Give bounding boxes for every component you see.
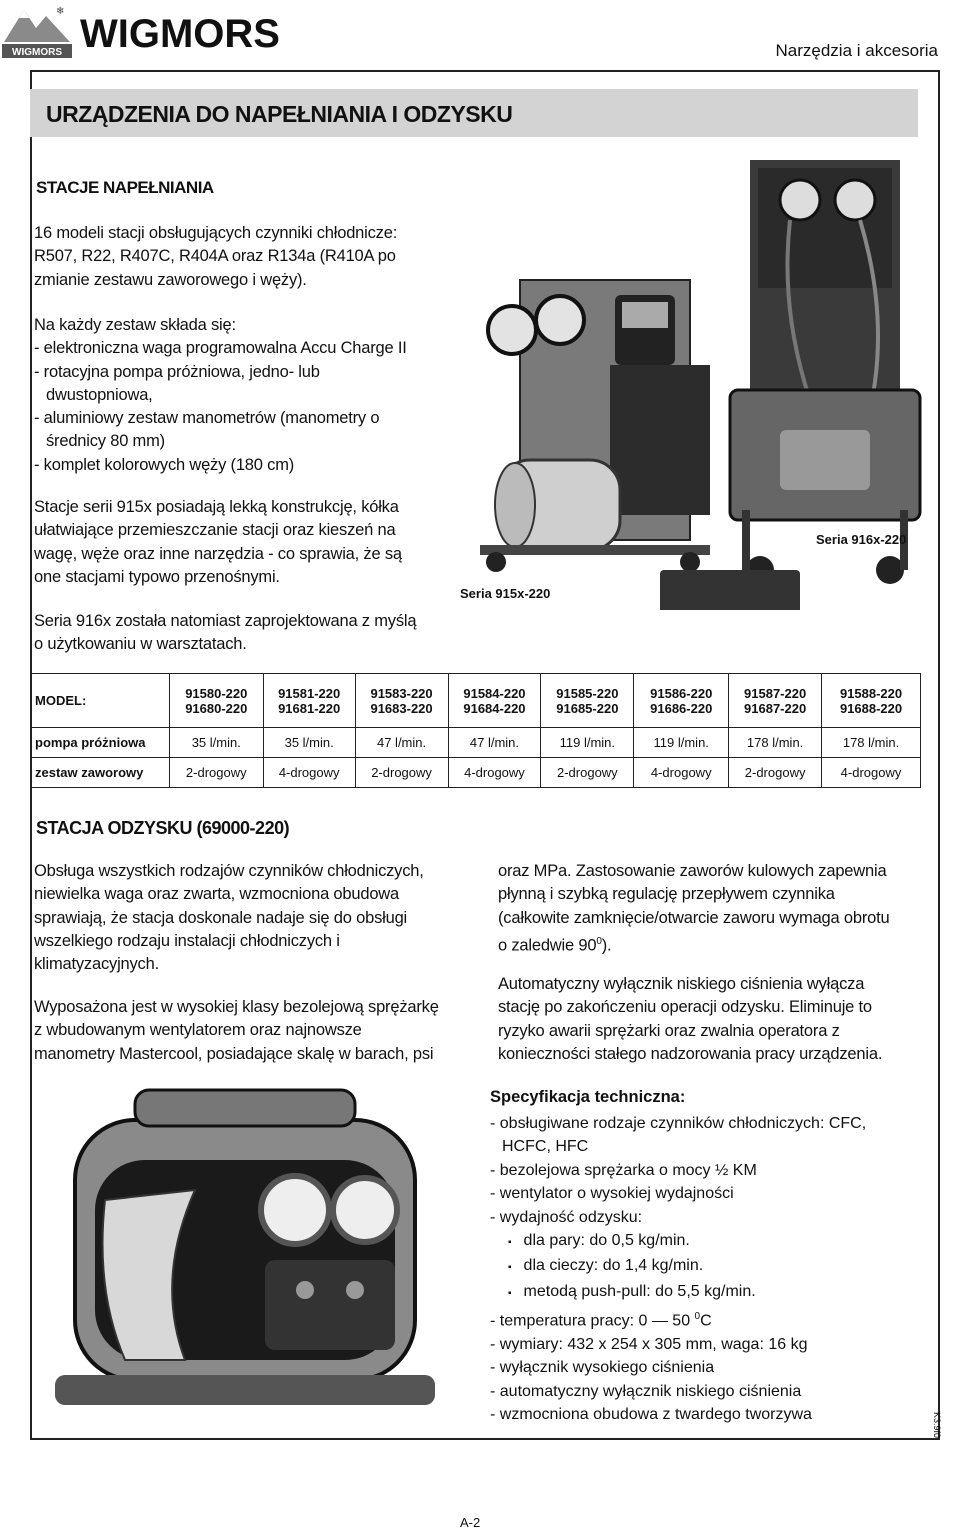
valve-cell: 4-drogowy — [822, 758, 921, 788]
text-line: stację po zakończeniu operacji odzysku. Eliminuje to — [498, 998, 872, 1017]
list-item: - rotacyjna pompa próżniowa, jedno- lub — [34, 362, 320, 381]
model-cell — [729, 674, 822, 728]
text-line: Wyposażona jest w wysokiej klasy bezolejową sprężarkę — [34, 998, 439, 1016]
text-line: one stacjami typowo przenośnymi. — [34, 567, 280, 586]
valve-cell: 4-drogowy — [448, 758, 541, 788]
caption-916: Seria 916x-220 — [816, 532, 907, 547]
company-logo — [2, 2, 72, 60]
recovery-left-p2 — [34, 996, 439, 1066]
list-item: - elektroniczna waga programowalna Accu Charge II — [34, 339, 407, 358]
filling-heading: STACJE NAPEŁNIANIA — [36, 178, 214, 197]
text-line: ułatwiające przemieszczanie stacji oraz kieszeń na — [34, 521, 396, 540]
text-line: Obsługa wszystkich rodzajów czynników chłodniczych, — [34, 862, 424, 880]
spec-item: - wzmocniona obudowa z twardego tworzywa — [490, 1406, 812, 1424]
text-fragment: - temperatura pracy: 0 — 50 — [490, 1312, 695, 1330]
model-cell — [634, 674, 729, 728]
spec-item: - wyłącznik wysokiego ciśnienia — [490, 1359, 715, 1377]
square-bullet-icon: ▪ — [508, 1237, 512, 1249]
page-number: A-2 — [460, 1515, 481, 1530]
model-cell — [263, 674, 355, 728]
valve-cell: 2-drogowy — [541, 758, 634, 788]
spec-item: - wymiary: 432 x 254 x 305 mm, waga: 16 kg — [490, 1335, 808, 1353]
text-line: manometry Mastercool, posiadające skalę w barach, psi — [34, 1044, 434, 1063]
section-title: Narzędzia i akcesoria — [775, 41, 938, 60]
filling-intro — [34, 222, 397, 292]
valve-cell: 2-drogowy — [169, 758, 263, 788]
model-a: 91584-220 — [463, 685, 526, 701]
spec-item: - wentylator o wysokiej wydajności — [490, 1185, 734, 1203]
text-line: Seria 916x została natomiast zaprojektowana z myślą — [34, 612, 417, 630]
series916-text — [34, 610, 416, 657]
spec-item: HCFC, HFC — [502, 1138, 589, 1156]
spec-item: - automatyczny wyłącznik niskiego ciśnienia — [490, 1382, 802, 1400]
square-bullet-icon: ▪ — [508, 1287, 512, 1299]
pump-cell: 35 l/min. — [263, 728, 355, 758]
bullet-text: dla pary: do 0,5 kg/min. — [523, 1232, 690, 1250]
model-cell — [448, 674, 541, 728]
page-title: URZĄDZENIA DO NAPEŁNIANIA I ODZYSKU — [46, 101, 513, 127]
list-item: dwustopniowa, — [46, 385, 153, 404]
pump-cell: 119 l/min. — [541, 728, 634, 758]
text-line: z wbudowanym wentylatorem oraz najnowsze — [34, 1021, 362, 1040]
model-a: 91581-220 — [278, 685, 341, 701]
valve-cell: 4-drogowy — [634, 758, 729, 788]
text-fragment: ). — [601, 936, 612, 955]
pump-cell: 178 l/min. — [729, 728, 822, 758]
text-line: oraz MPa. Zastosowanie zaworów kulowych zapewnia — [498, 862, 887, 880]
text-line: wagę, węże oraz inne narzędzia - co sprawia, że są — [34, 544, 402, 563]
text-fragment: C — [700, 1312, 712, 1330]
table-row — [31, 728, 921, 758]
model-cell — [541, 674, 634, 728]
model-label: MODEL: — [31, 674, 170, 728]
model-b: 91680-220 — [185, 700, 248, 716]
model-b: 91681-220 — [278, 700, 341, 716]
svg-text:❄: ❄ — [56, 6, 65, 17]
text-line: Automatyczny wyłącznik niskiego ciśnienia wyłącza — [498, 975, 865, 993]
components-title: Na każdy zestaw składa się: — [34, 316, 236, 334]
recovery-heading: STACJA ODZYSKU (69000-220) — [36, 818, 290, 838]
degree-superscript: 0 — [596, 935, 602, 947]
pump-cell: 47 l/min. — [355, 728, 448, 758]
model-b: 91684-220 — [463, 700, 526, 716]
brand-name: WIGMORS — [80, 12, 280, 56]
list-item: - komplet kolorowych węży (180 cm) — [34, 455, 295, 474]
list-item: średnicy 80 mm) — [46, 432, 165, 451]
table-row — [31, 674, 921, 728]
square-bullet-icon: ▪ — [508, 1262, 512, 1274]
caption-915: Seria 915x-220 — [460, 586, 551, 601]
text-line: płynną i szybką regulację przepływem czynnika — [498, 885, 835, 904]
models-table — [30, 673, 921, 788]
text-line: niewielka waga oraz zwarta, wzmocniona obudowa — [34, 885, 399, 904]
text-line: ryzyko awarii sprężarki oraz zwalnia operatora z — [498, 1021, 840, 1040]
valve-cell: 2-drogowy — [355, 758, 448, 788]
model-b: 91687-220 — [744, 700, 807, 716]
model-b: 91686-220 — [650, 700, 713, 716]
text-line: R507, R22, R407C, R404A oraz R134a (R410A po — [34, 247, 396, 266]
text-line: 16 modeli stacji obsługujących czynniki chłodnicze: — [34, 224, 398, 242]
side-code: K3.9f0 — [932, 1412, 942, 1439]
pump-cell: 47 l/min. — [448, 728, 541, 758]
text-line: Stacje serii 915x posiadają lekką konstrukcję, kółka — [34, 498, 399, 516]
model-cell — [822, 674, 921, 728]
model-b: 91688-220 — [839, 700, 903, 716]
model-a: 91580-220 — [185, 685, 248, 701]
text-line: sprawiają, że stacja doskonale nadaje się do obsługi — [34, 908, 408, 927]
model-a: 91585-220 — [556, 685, 619, 701]
recovery-right-p2 — [498, 973, 882, 1066]
model-b: 91683-220 — [370, 700, 433, 716]
text-line: wszelkiego rodzaju instalacji chłodniczych i — [34, 931, 340, 950]
pump-cell: 119 l/min. — [634, 728, 729, 758]
text-line: (całkowite zamknięcie/otwarcie zaworu wymaga obrotu — [498, 908, 890, 927]
components-list — [34, 314, 407, 477]
spec-bullet-item — [490, 1229, 866, 1254]
spec-list — [490, 1112, 866, 1427]
text-line — [498, 930, 889, 958]
text-fragment: o zaledwie 90 — [498, 936, 597, 955]
model-cell — [169, 674, 263, 728]
pump-cell: 178 l/min. — [822, 728, 921, 758]
bullet-text: metodą push-pull: do 5,5 kg/min. — [523, 1282, 756, 1300]
list-item: - aluminiowy zestaw manometrów (manometry o — [34, 409, 380, 428]
valve-cell: 2-drogowy — [729, 758, 822, 788]
model-a: 91586-220 — [650, 685, 713, 701]
spec-item: - bezolejowa sprężarka o mocy ½ KM — [490, 1161, 757, 1179]
pump-cell: 35 l/min. — [169, 728, 263, 758]
model-cell — [355, 674, 448, 728]
valve-label: zestaw zaworowy — [31, 758, 170, 788]
model-a: 91588-220 — [839, 685, 903, 701]
recovery-left-p1 — [34, 860, 424, 976]
degree-superscript: 0 — [694, 1311, 701, 1323]
text-line: klimatyzacyjnych. — [34, 955, 159, 974]
table-row — [31, 758, 921, 788]
series915-text — [34, 496, 402, 589]
spec-bullet-item — [490, 1280, 866, 1305]
text-line: konieczności stałego nadzorowania pracy urządzenia. — [498, 1044, 883, 1063]
valve-cell: 4-drogowy — [263, 758, 355, 788]
text-line: o użytkowaniu w warsztatach. — [34, 635, 247, 654]
spec-title: Specyfikacja techniczna: — [490, 1088, 686, 1106]
spec-bullet-item — [490, 1254, 866, 1279]
recovery-station-photo — [35, 1080, 470, 1425]
text-line: zmianie zestawu zaworowego i węży). — [34, 270, 307, 289]
model-a: 91587-220 — [744, 685, 807, 701]
bullet-text: dla cieczy: do 1,4 kg/min. — [523, 1257, 704, 1275]
model-b: 91685-220 — [556, 700, 619, 716]
spec-item: - wydajność odzysku: — [490, 1208, 643, 1226]
spec-item: - obsługiwane rodzaje czynników chłodniczych: CFC, — [490, 1115, 867, 1132]
recovery-right-p1 — [498, 860, 889, 958]
pump-label: pompa próżniowa — [31, 728, 170, 758]
logo-wordmark: WIGMORS — [12, 47, 62, 58]
model-a: 91583-220 — [370, 685, 433, 701]
spec-item — [490, 1305, 866, 1333]
